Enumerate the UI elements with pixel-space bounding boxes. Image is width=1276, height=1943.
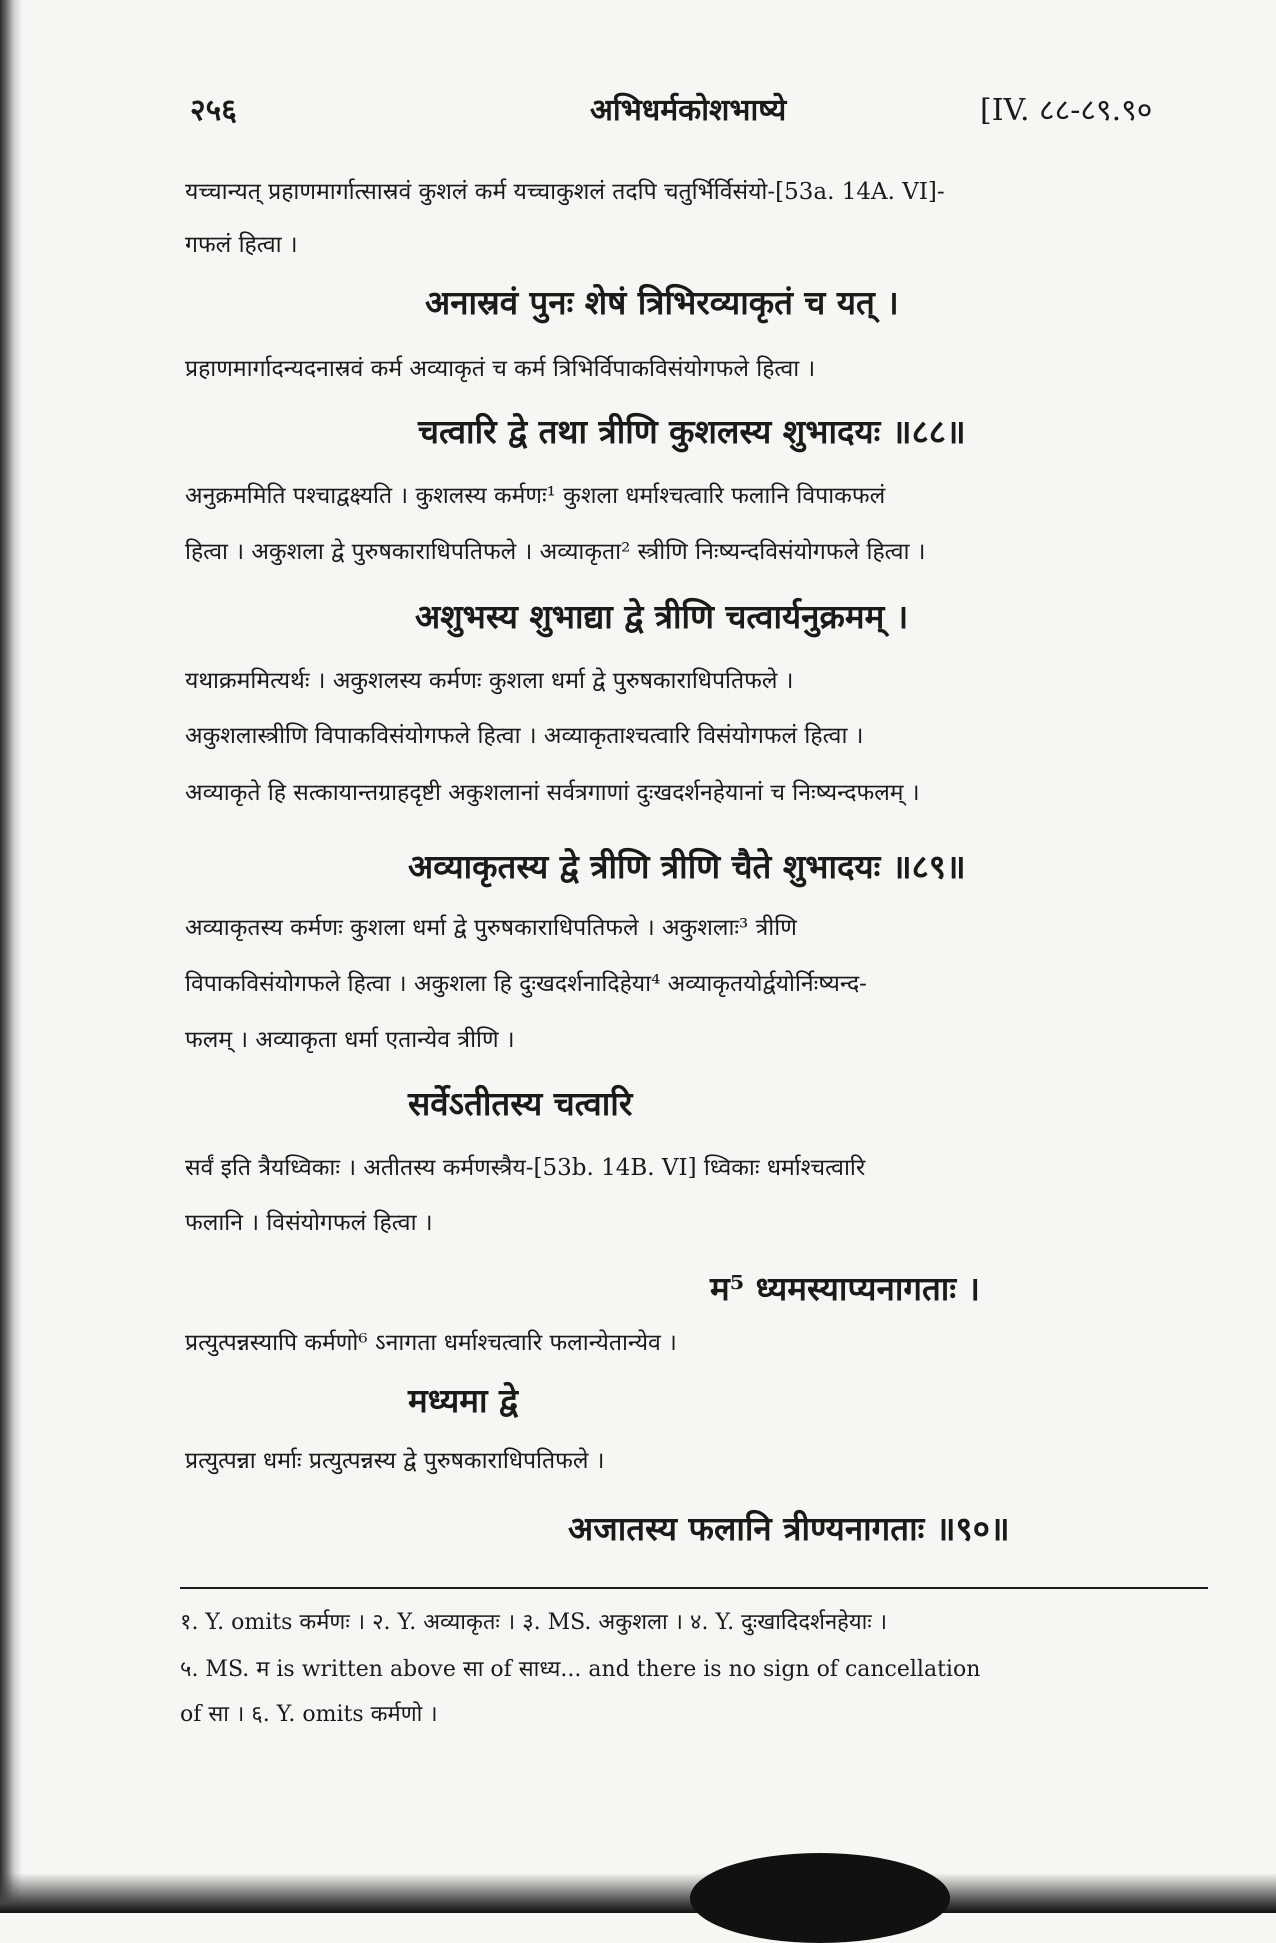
- verse-reference: [IV. ८८-८९.९०: [980, 93, 1153, 128]
- commentary-line: अव्याकृते हि सत्कायान्तग्राहदृष्टी अकुशलानां सर्वत्रगाणां दुःखदर्शनहेयानां च निःष्यन्दफलम् ।: [185, 780, 920, 806]
- commentary-line: अनुक्रममिति पश्चाद्वक्ष्यति । कुशलस्य कर्मणः¹ कुशला धर्माश्चत्वारि फलानि विपाकफलं: [185, 483, 886, 509]
- commentary-line: अकुशलास्त्रीणि विपाकविसंयोगफले हित्वा । अव्याकृताश्चत्वारि विसंयोगफलं हित्वा ।: [185, 723, 864, 749]
- scan-thumb-smudge: [690, 1853, 950, 1943]
- footnote-line: ५. MS. म is written above सा of साध्य... and there is no sign of cancellation: [180, 1657, 981, 1682]
- footnote-divider: [180, 1587, 1208, 1589]
- commentary-line: गफलं हित्वा ।: [185, 232, 298, 258]
- scan-bottom-edge: [0, 1853, 1276, 1913]
- commentary-line: यच्चान्यत् प्रहाणमार्गात्सास्रवं कुशलं कर्म यच्चाकुशलं तदपि चतुर्भिर्विसंयो-[53a. 14A. VI]-: [185, 179, 945, 205]
- karika-verse: अव्याकृतस्य द्वे त्रीणि त्रीणि चैते शुभादयः ॥८९॥: [408, 847, 966, 886]
- commentary-line: सर्वं इति त्रैयध्विकाः । अतीतस्य कर्मणस्त्रैय-[53b. 14B. VI] ध्विकाः धर्माश्चत्वारि: [185, 1155, 866, 1181]
- commentary-line: प्रत्युत्पन्ना धर्माः प्रत्युत्पन्नस्य द्वे पुरुषकाराधिपतिफले ।: [185, 1448, 605, 1474]
- karika-verse: मध्यमा द्वे: [408, 1381, 519, 1420]
- commentary-line: फलम् । अव्याकृता धर्मा एतान्येव त्रीणि ।: [185, 1027, 515, 1053]
- karika-verse: म⁵ ध्यमस्याप्यनागताः ।: [710, 1269, 981, 1308]
- footnote-line: of सा । ६. Y. omits कर्मणो ।: [180, 1702, 438, 1727]
- footnote-line: १. Y. omits कर्मणः । २. Y. अव्याकृतः । ३. MS. अकुशला । ४. Y. दुःखादिदर्शनहेयाः ।: [180, 1610, 888, 1635]
- scan-binding-shadow: [0, 0, 22, 1913]
- running-title: अभिधर्मकोशभाष्ये: [590, 93, 787, 128]
- commentary-line: फलानि । विसंयोगफलं हित्वा ।: [185, 1210, 433, 1236]
- commentary-line: यथाक्रममित्यर्थः । अकुशलस्य कर्मणः कुशला धर्मा द्वे पुरुषकाराधिपतिफले ।: [185, 668, 794, 694]
- commentary-line: प्रहाणमार्गादन्यदनास्रवं कर्म अव्याकृतं च कर्म त्रिभिर्विपाकविसंयोगफले हित्वा ।: [185, 356, 816, 382]
- karika-verse: अशुभस्य शुभाद्या द्वे त्रीणि चत्वार्यनुक्रमम् ।: [415, 597, 909, 636]
- page-number: २५६: [190, 93, 237, 128]
- commentary-line: प्रत्युत्पन्नस्यापि कर्मणो⁶ ऽनागता धर्माश्चत्वारि फलान्येतान्येव ।: [185, 1330, 677, 1356]
- commentary-line: अव्याकृतस्य कर्मणः कुशला धर्मा द्वे पुरुषकाराधिपतिफले । अकुशलाः³ त्रीणि: [185, 915, 797, 941]
- karika-verse: सर्वेऽतीतस्य चत्वारि: [408, 1084, 633, 1123]
- commentary-line: विपाकविसंयोगफले हित्वा । अकुशला हि दुःखदर्शनादिहेया⁴ अव्याकृतयोर्द्वयोर्निःष्यन्द-: [185, 971, 867, 997]
- karika-verse: चत्वारि द्वे तथा त्रीणि कुशलस्य शुभादयः ॥८८॥: [418, 412, 966, 451]
- karika-verse: अनास्रवं पुनः शेषं त्रिभिरव्याकृतं च यत् ।: [425, 283, 899, 322]
- commentary-line: हित्वा । अकुशला द्वे पुरुषकाराधिपतिफले । अव्याकृता² स्त्रीणि निःष्यन्दविसंयोगफले हित्वा ।: [185, 539, 926, 565]
- karika-verse: अजातस्य फलानि त्रीण्यनागताः ॥९०॥: [568, 1509, 1010, 1548]
